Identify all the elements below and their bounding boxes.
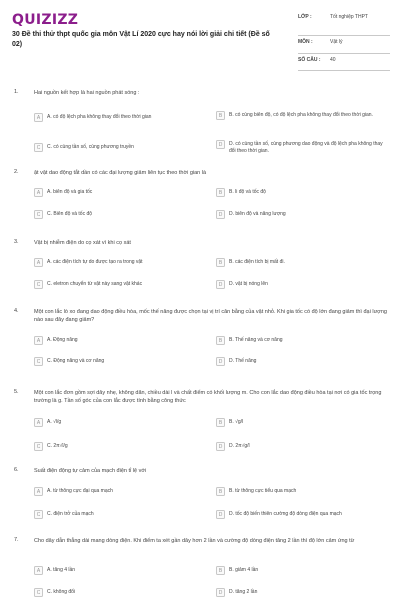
option-c[interactable] [34,210,204,219]
option-letter-badge: C [34,210,43,219]
worksheet-title: 30 Đề thi thử thpt quốc gia môn Vật Lí 2020 cực hay nói lời giải chi tiết (Đề số 02) [12,31,270,48]
option-b[interactable] [216,566,386,575]
option-letter-badge: B [216,336,225,345]
option-a[interactable] [34,336,204,345]
option-d[interactable] [216,442,386,451]
option-a[interactable] [34,258,204,267]
quizizz-logo[interactable]: QUIZIZZ [12,12,79,28]
option-letter-badge: D [216,510,225,519]
option-text: A. tăng 4 lần [47,567,76,573]
option-a[interactable] [34,418,204,427]
option-text: B. li độ và tốc độ [229,189,266,195]
option-a[interactable] [34,487,204,496]
option-letter-badge: A [34,487,43,496]
question-number: 2. [14,169,19,175]
option-letter-badge: B [216,188,225,197]
option-letter-badge: A [34,188,43,197]
option-d[interactable] [216,510,386,519]
meta-subject-value: Vật lý [330,39,343,45]
question-text: ật vật dao động tắt dần có các đại lượng giảm liên tục theo thời gian là [34,170,207,176]
question-number: 7. [14,537,19,543]
option-b[interactable] [216,111,386,120]
option-d[interactable] [216,588,386,597]
option-c[interactable] [34,588,204,597]
question-text: Hai nguồn kết hợp là hai nguồn phát sóng : [34,90,140,96]
option-letter-badge: C [34,143,43,152]
option-text: B. Thế năng và cơ năng [229,337,283,343]
meta-subject-row [298,37,390,54]
option-text: D. tốc độ biến thiên cường độ dòng điện qua mạch [229,511,342,517]
option-letter-badge: C [34,510,43,519]
option-letter-badge: D [216,442,225,451]
option-text: D. vật bị nóng lên [229,281,268,287]
option-letter-badge: C [34,442,43,451]
option-text: D. biên độ và năng lượng [229,211,286,217]
question-number: 5. [14,389,19,395]
option-d[interactable] [216,210,386,219]
option-letter-badge: B [216,258,225,267]
question-number: 3. [14,239,19,245]
question-number: 4. [14,308,19,314]
option-text: D. có cùng tần số, cùng phương dao động và độ lệch pha không thay đổi theo thời gian. [229,141,383,154]
option-letter-badge: A [34,336,43,345]
option-text: A. Động năng [47,337,78,343]
meta-count-label: SỐ CÂU : [298,57,321,63]
option-text: C. Động năng và cơ năng [47,358,105,364]
option-text: C. điện trở của mạch [47,511,94,517]
option-b[interactable] [216,188,386,197]
meta-class-label: LỚP : [298,14,312,20]
option-text: D. Thế năng [229,358,257,364]
option-text: A. biên độ và gia tốc [47,189,93,195]
option-letter-badge: D [216,280,225,289]
option-letter-badge: C [34,588,43,597]
option-b[interactable] [216,487,386,496]
option-text: D. tăng 2 lần [229,589,258,595]
meta-class-row [298,12,390,36]
option-b[interactable] [216,418,386,427]
question-number: 6. [14,467,19,473]
meta-subject-label: MÔN : [298,39,313,45]
option-letter-badge: D [216,210,225,219]
option-letter-badge: B [216,111,225,120]
option-c[interactable] [34,280,204,289]
option-letter-badge: B [216,566,225,575]
question-text: Vật bị nhiễm điện do cọ xát vì khi cọ xát [34,240,131,246]
option-text: C. có cùng tần số, cùng phương truyền [47,144,134,150]
question-text: Suất điện động tự cảm của mạch điện tỉ lệ với [34,468,147,474]
option-letter-badge: D [216,588,225,597]
option-text: A. từ thông cực đại qua mạch [47,488,113,494]
option-text: B. giảm 4 lần [229,567,259,573]
option-b[interactable] [216,336,386,345]
question-text: Một con lắc lò xo đang dao động điều hòa, mốc thế năng được chọn tại vị trí cân bằng của vật nhỏ. Khi gia tốc có độ lớn đang giảm thì đại lượng nào sau đây đang giảm? [34,309,387,323]
option-text: C. eletron chuyển từ vật này sang vật khác [47,281,143,287]
meta-class-value: Tốt nghiệp THPT [330,14,368,20]
option-text: C. Biên độ và tốc độ [47,211,93,217]
option-letter-badge: B [216,487,225,496]
meta-count-value: 40 [330,57,336,63]
option-text: B. có cùng biên độ, có độ lệch pha không thay đổi theo thời gian. [229,112,373,118]
option-c[interactable] [34,143,204,152]
worksheet-meta [298,12,390,71]
option-text: A. các điện tích tự do được tạo ra trong vật [47,259,143,265]
question-text: Cho dây dẫn thẳng dài mang dòng điện. Khi điểm ta xét gần dây hơn 2 lần và cường độ dòng điện tăng 2 lần thì độ lớn cảm ứng từ [34,538,355,544]
meta-count-row [298,55,390,71]
option-letter-badge: C [34,357,43,366]
option-text: B. từ thông cực tiểu qua mạch [229,488,297,494]
option-d[interactable] [216,357,386,366]
option-a[interactable] [34,113,204,122]
option-d[interactable] [216,140,386,155]
option-letter-badge: B [216,418,225,427]
question-text: Một con lắc đơn gồm sợi dây nhẹ, không dãn, chiều dài l và chất điểm có khối lượng m. Cho con lắc dao động điều hòa tại nơi có gia tốc trọng trường là g. Tần số góc của con lắc được tính bằng công thức [34,390,382,404]
option-b[interactable] [216,258,386,267]
option-text: D. 2π√g/l [229,443,250,449]
option-letter-badge: A [34,418,43,427]
option-d[interactable] [216,280,386,289]
option-letter-badge: A [34,566,43,575]
option-a[interactable] [34,188,204,197]
option-text: C. không đổi [47,589,76,595]
option-text: B. các điện tích bị mất đi. [229,259,285,265]
question-number: 1. [14,89,19,95]
option-letter-badge: C [34,280,43,289]
option-text: C. 2π√l/g [47,443,68,449]
option-letter-badge: D [216,140,225,149]
option-c[interactable] [34,357,204,366]
worksheet-header [0,0,400,80]
option-letter-badge: D [216,357,225,366]
option-text: A. có độ lệch pha không thay đổi theo thời gian [47,114,152,120]
option-text: B. √g/l [229,419,244,425]
option-c[interactable] [34,510,204,519]
option-letter-badge: A [34,113,43,122]
option-letter-badge: A [34,258,43,267]
option-c[interactable] [34,442,204,451]
option-a[interactable] [34,566,204,575]
option-text: A. √l/g [47,419,62,425]
